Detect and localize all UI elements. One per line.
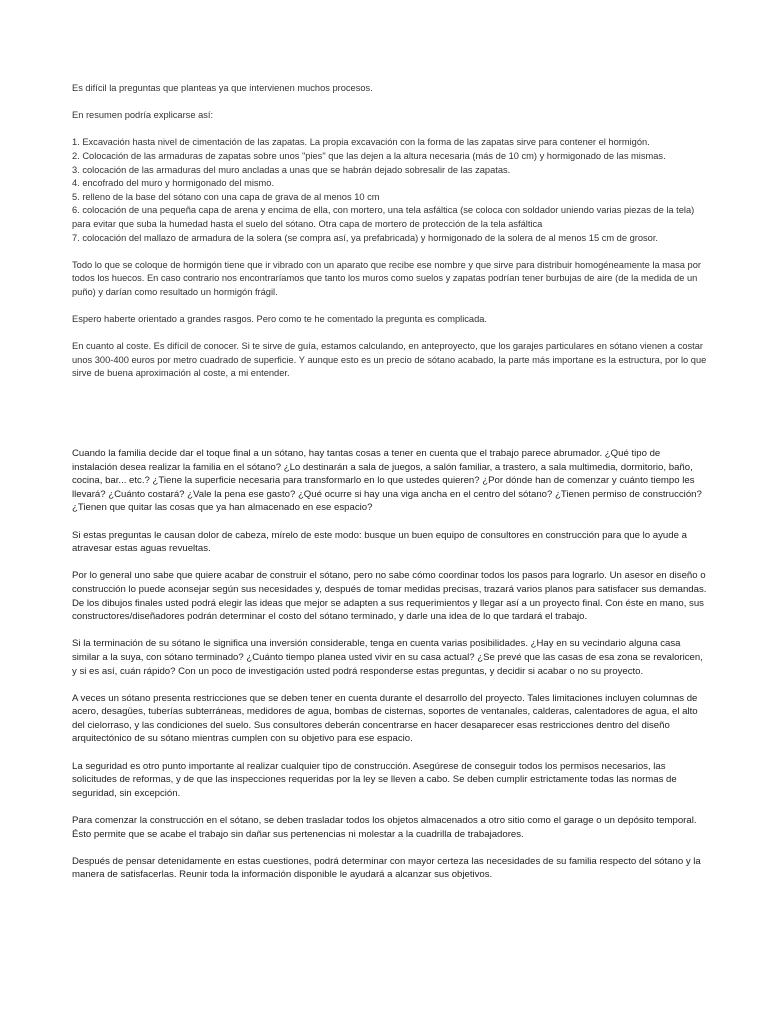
article-section <box>72 447 708 896</box>
list-item: 6. colocación de una pequeña capa de arena y encima de ella, con mortero, una tela asfáltica (se coloca con soldador uniendo varias piezas de la tela) para evitar que suba la humedad hasta el suelo del sótano. Otra capa de mortero de protección de la tela asfáltica <box>72 205 695 229</box>
article-paragraph: A veces un sótano presenta restricciones que se deben tener en cuenta durante el desarrollo del proyecto. Tales limitaciones incluyen columnas de acero, desagües, tuberías subterráneas, medidores de agua, bombas de cisternas, soportes de ventanales, calderas, calentadores de agua, el alto del cielorraso, y las condiciones del suelo. Sus consultores deberán concentrarse en hacer desaparecer esas restricciones dentro del diseño arquitectónico de su sótano mientras cumplen con su objetivo para ese espacio. <box>72 692 698 745</box>
list-item: 5. relleno de la base del sótano con una capa de grava de al menos 10 cm <box>72 191 380 202</box>
article-paragraph: Cuando la familia decide dar el toque final a un sótano, hay tantas cosas a tener en cuenta que el trabajo parece abrumador. ¿Qué tipo de instalación desea realizar la familia en el sótano? ¿Lo destinarán a sala de juegos, a salón familiar, a trastero, a sala multimedia, dormitorio, baño, cocina, bar... etc.? ¿Tiene la superficie necesaria para transformarlo en lo que ustedes quieren? ¿Por dónde han de comenzar y cuánto tiempo les llevará? ¿Cuánto costará? ¿Vale la pena ese gasto? ¿Qué ocurre si hay una viga ancha en el centro del sótano? ¿Tienen permiso de construcción? ¿Tienen que quitar las cosas que ya han almacenado en ese espacio? <box>72 448 702 514</box>
article-paragraph: La seguridad es otro punto importante al realizar cualquier tipo de construcción. Asegúrese de conseguir todos los permisos necesarios, las solicitudes de reformas, y de que las inspecciones requeridas por la ley se lleven a cabo. Se deben cumplir estrictamente todas las normas de seguridad, sin excepción. <box>72 760 677 799</box>
article-paragraph: Para comenzar la construcción en el sótano, se deben trasladar todos los objetos almacenados a otro sitio como el garage o un depósito temporal. Ésto permite que se acabe el trabajo sin dañar sus pertenencias ni molestar a la cuadrilla de trabajadores. <box>72 815 697 840</box>
cost-paragraph: En cuanto al coste. Es difícil de conocer. Si te sirve de guía, estamos calculando, en anteproyecto, que los garajes particulares en sótano vienen a costar unos 300-400 euros por metro cuadrado de superficie. Y aunque esto es un precio de sótano acabado, la parte más importane es la estructura, por lo que sirve de buena aproximación al coste, a mi entender. <box>72 341 707 379</box>
intro-paragraph: Es difícil la preguntas que planteas ya que intervienen muchos procesos. <box>72 83 373 93</box>
article-paragraph: Si la terminación de su sótano le significa una inversión considerable, tenga en cuenta varias posibilidades. ¿Hay en su vecindario alguna casa similar a la suya, con sótano terminado? ¿Cuánto tiempo planea usted vivir en su casa actual? ¿Se prevé que las casas de esa zona se revaloricen, y si es así, cuán rápido? Con un poco de investigación usted podrá responderse estas preguntas, y decidir si acabar o no su proyecto. <box>72 638 703 677</box>
answer-section <box>72 82 708 395</box>
steps-list <box>72 136 708 245</box>
article-paragraph: Por lo general uno sabe que quiere acabar de construir el sótano, pero no sabe cómo coordinar todos los pasos para lograrlo. Un asesor en diseño o construcción lo puede aconsejar según sus necesidades y, después de tomar medidas precisas, trazará varios planos para satisfacer sus demandas. De los dibujos finales usted podrá elegir las ideas que mejor se adapten a sus requerimientos y llegar así a un proyecto final. Con éste en mano, sus constructores/diseñadores podrán determinar el costo del sótano terminado, y darle una idea de lo que tardará el trabajo. <box>72 570 707 623</box>
summary-lead: En resumen podría explicarse así: <box>72 110 214 121</box>
list-item: 4. encofrado del muro y hormigonado del mismo. <box>72 178 275 189</box>
list-item: 3. colocación de las armaduras del muro ancladas a unas que se habrán dejado sobresalir de las zapatas. <box>72 164 511 175</box>
article-paragraph: Después de pensar detenidamente en estas cuestiones, podrá determinar con mayor certeza las necesidades de su familia respecto del sótano y la manera de satisfacerlas. Reunir toda la información disponible le ayudará a alcanzar sus objetivos. <box>72 855 701 881</box>
vibration-paragraph: Todo lo que se coloque de hormigón tiene que ir vibrado con un aparato que recibe ese nombre y que sirve para distribuir homogéneamente la masa por todos los huecos. En caso contrario nos encontraríamos que tanto los muros como suelos y zapatas podrían tener burbujas de aire (de la medida de un puño) y darían como resultado un hormigón frágil. <box>72 259 701 297</box>
list-item: 2. Colocación de las armaduras de zapatas sobre unos "pies" que las dejen a la altura necesaria (más de 10 cm) y hormigonado de las mismas. <box>72 150 666 161</box>
list-item: 1. Excavación hasta nivel de cimentación de las zapatas. La propia excavación con la forma de las zapatas sirve para contener el hormigón. <box>72 137 650 148</box>
hope-paragraph: Espero haberte orientado a grandes rasgos. Pero como te he comentado la pregunta es complicada. <box>72 314 488 325</box>
article-paragraph: Si estas preguntas le causan dolor de cabeza, mírelo de este modo: busque un buen equipo de consultores en construcción para que lo ayude a atravesar estas aguas revueltas. <box>72 529 687 555</box>
list-item: 7. colocación del mallazo de armadura de la solera (se compra así, ya prefabricada) y hormigonado de la solera de al menos 15 cm de grosor. <box>72 232 659 243</box>
